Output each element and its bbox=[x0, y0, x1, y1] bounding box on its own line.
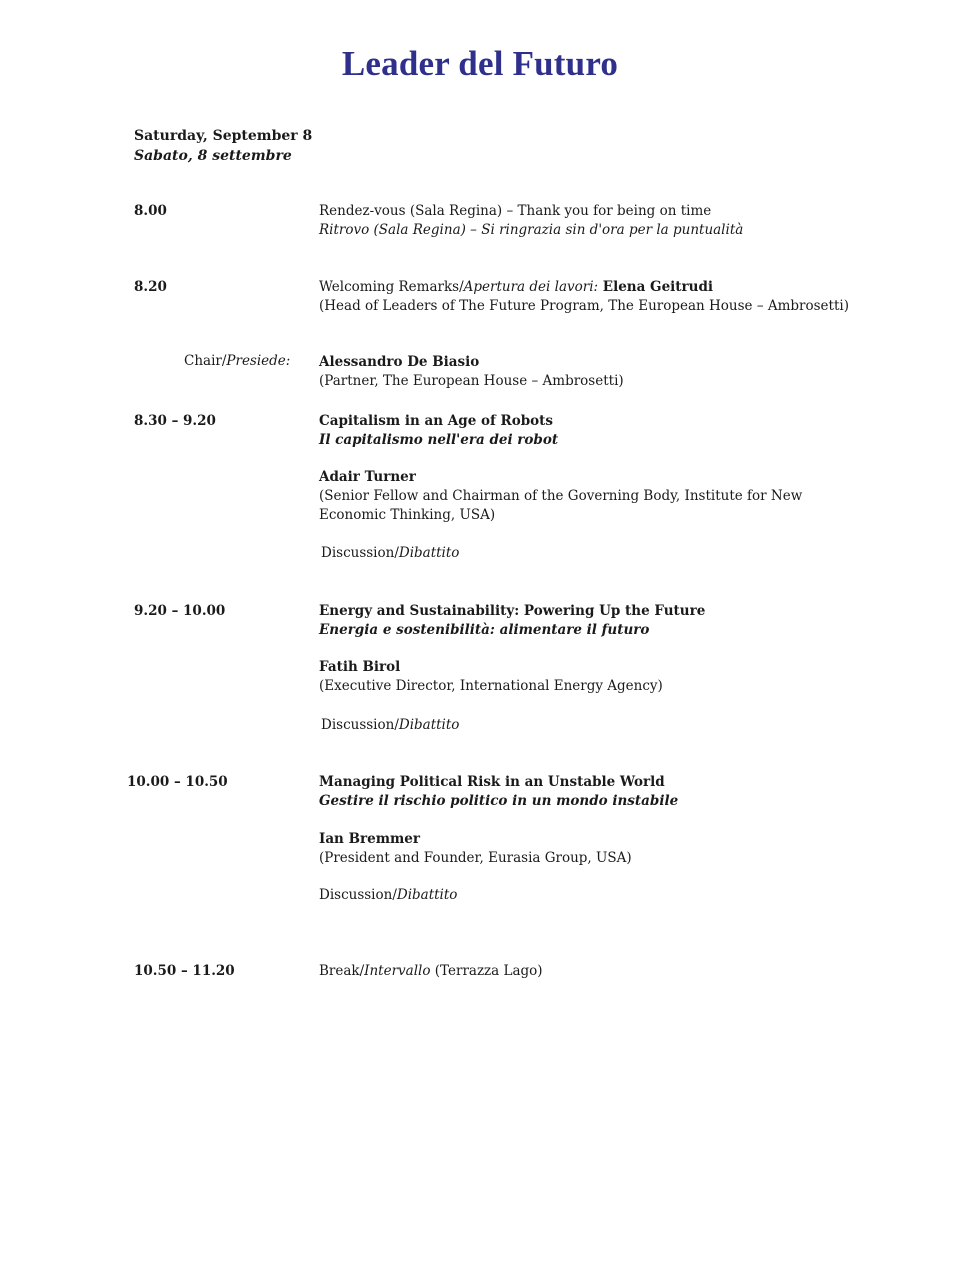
discussion-en: Discussion/ bbox=[321, 717, 399, 733]
discussion-label bbox=[321, 716, 459, 735]
speaker-block bbox=[319, 830, 632, 868]
chair-label bbox=[184, 353, 290, 369]
session-block bbox=[319, 602, 705, 640]
speaker-role: (Senior Fellow and Chairman of the Governing Body, Institute for New bbox=[319, 488, 803, 504]
session-title-it: Il capitalismo nell'era dei robot bbox=[319, 432, 559, 448]
session-block bbox=[319, 773, 678, 811]
chair-label-en: Chair/ bbox=[184, 353, 227, 369]
speaker-role: (Head of Leaders of The Future Program, The European House – Ambrosetti) bbox=[319, 298, 849, 314]
entry-line-en: Rendez-vous (Sala Regina) – Thank you for being on time bbox=[319, 203, 712, 219]
chair-label-it: Presiede: bbox=[226, 353, 291, 369]
speaker-block bbox=[319, 468, 802, 525]
time-slot: 8.30 – 9.20 bbox=[134, 413, 216, 429]
page-title: Leader del Futuro bbox=[341, 44, 619, 83]
speaker-block bbox=[319, 658, 663, 696]
session-title-it: Energia e sostenibilità: alimentare il futuro bbox=[319, 622, 650, 638]
speaker-name: Elena Geitrudi bbox=[598, 279, 714, 295]
heading-en: Welcoming Remarks/ bbox=[319, 279, 464, 295]
speaker-role-cont: Economic Thinking, USA) bbox=[319, 507, 496, 523]
heading-it: Apertura dei lavori: bbox=[463, 279, 599, 295]
discussion-label bbox=[319, 886, 457, 905]
discussion-it: Dibattito bbox=[398, 717, 460, 733]
discussion-label bbox=[321, 544, 459, 563]
session-title-en: Managing Political Risk in an Unstable World bbox=[319, 774, 665, 790]
speaker-name: Fatih Birol bbox=[319, 659, 401, 675]
agenda-entry bbox=[319, 202, 743, 240]
speaker-role: (President and Founder, Eurasia Group, USA) bbox=[319, 850, 632, 866]
discussion-it: Dibattito bbox=[396, 887, 458, 903]
day-heading bbox=[134, 126, 312, 166]
agenda-entry bbox=[319, 278, 849, 316]
break-location: (Terrazza Lago) bbox=[430, 963, 543, 979]
time-slot: 9.20 – 10.00 bbox=[134, 603, 226, 619]
entry-heading bbox=[319, 278, 849, 297]
session-title-en: Energy and Sustainability: Powering Up the Future bbox=[319, 603, 706, 619]
discussion-it: Dibattito bbox=[398, 545, 460, 561]
time-slot: 8.00 bbox=[134, 203, 167, 219]
session-title-it: Gestire il rischio politico in un mondo instabile bbox=[319, 793, 679, 809]
session-block bbox=[319, 412, 558, 450]
day-italian: Sabato, 8 settembre bbox=[134, 148, 292, 164]
chair-role: (Partner, The European House – Ambrosetti) bbox=[319, 373, 624, 389]
speaker-name: Ian Bremmer bbox=[319, 831, 420, 847]
speaker-role: (Executive Director, International Energy Agency) bbox=[319, 678, 663, 694]
chair-name: Alessandro De Biasio bbox=[319, 354, 480, 370]
time-slot: 10.00 – 10.50 bbox=[127, 774, 228, 790]
break-en: Break/ bbox=[319, 963, 365, 979]
time-slot: 8.20 bbox=[134, 279, 167, 295]
discussion-en: Discussion/ bbox=[321, 545, 399, 561]
session-title-en: Capitalism in an Age of Robots bbox=[319, 413, 554, 429]
discussion-en: Discussion/ bbox=[319, 887, 397, 903]
time-slot: 10.50 – 11.20 bbox=[134, 963, 235, 979]
speaker-name: Adair Turner bbox=[319, 469, 416, 485]
entry-line-it: Ritrovo (Sala Regina) – Si ringrazia sin d'ora per la puntualità bbox=[319, 222, 744, 238]
chair-entry bbox=[319, 353, 624, 391]
day-english: Saturday, September 8 bbox=[134, 128, 313, 144]
break-entry bbox=[319, 962, 543, 981]
break-it: Intervallo bbox=[364, 963, 431, 979]
